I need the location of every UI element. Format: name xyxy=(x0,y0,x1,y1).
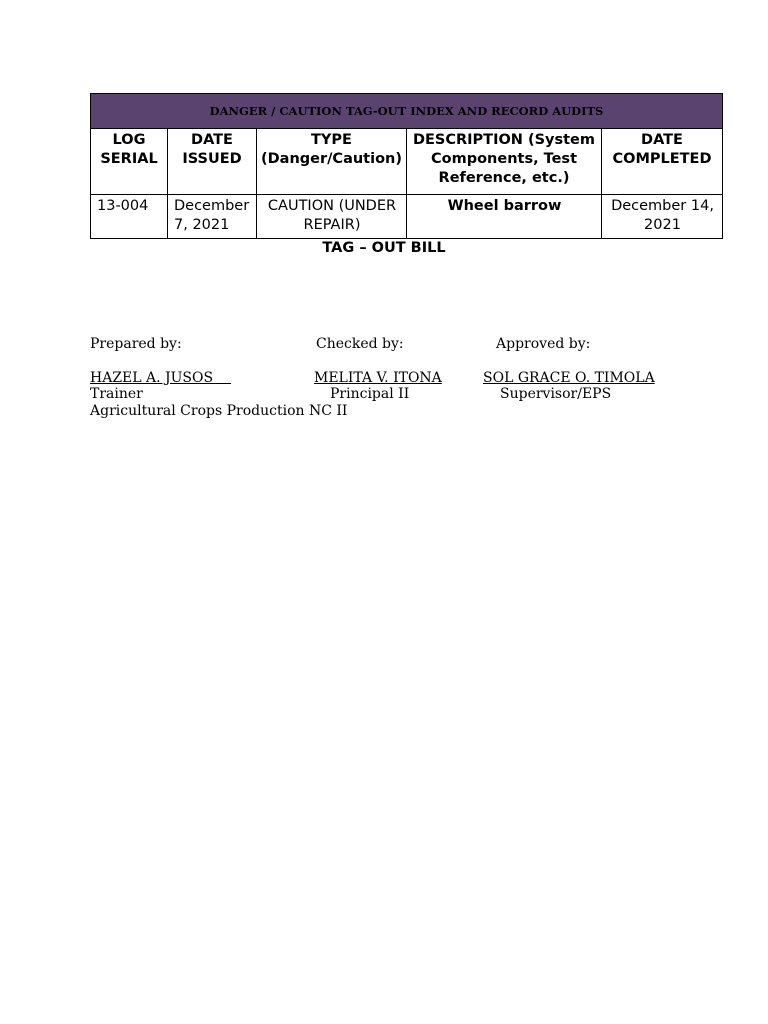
cell-date-issued: December 7, 2021 xyxy=(168,195,257,239)
approved-by-name: SOL GRACE O. TIMOLA xyxy=(483,370,655,386)
approved-by-position: Supervisor/EPS xyxy=(500,386,612,402)
prepared-by-label: Prepared by: xyxy=(90,336,182,352)
cell-date-completed: December 14, 2021 xyxy=(602,195,723,239)
table-header-row xyxy=(91,129,723,195)
prepared-by-program: Agricultural Crops Production NC II xyxy=(90,403,348,419)
cell-log-serial: 13-004 xyxy=(91,195,168,239)
checked-by-label: Checked by: xyxy=(316,336,404,352)
header-log-serial: LOG SERIAL xyxy=(91,129,168,195)
table-row xyxy=(91,195,723,239)
tagout-index-table xyxy=(90,93,723,239)
header-date-issued: DATE ISSUED xyxy=(168,129,257,195)
table-title: DANGER / CAUTION TAG-OUT INDEX AND RECORD AUDITS xyxy=(91,94,723,129)
prepared-by-position: Trainer xyxy=(90,386,143,402)
approved-by-label: Approved by: xyxy=(496,336,591,352)
bill-title: TAG – OUT BILL xyxy=(322,240,446,256)
checked-by-name: MELITA V. ITONA xyxy=(314,370,442,386)
header-date-completed: DATE COMPLETED xyxy=(602,129,723,195)
cell-type: CAUTION (UNDER REPAIR) xyxy=(257,195,407,239)
cell-description: Wheel barrow xyxy=(407,195,602,239)
checked-by-position: Principal II xyxy=(330,386,410,402)
header-type: TYPE (Danger/Caution) xyxy=(257,129,407,195)
header-description: DESCRIPTION (System Components, Test Reference, etc.) xyxy=(407,129,602,195)
prepared-by-name: HAZEL A. JUSOS xyxy=(90,370,214,386)
